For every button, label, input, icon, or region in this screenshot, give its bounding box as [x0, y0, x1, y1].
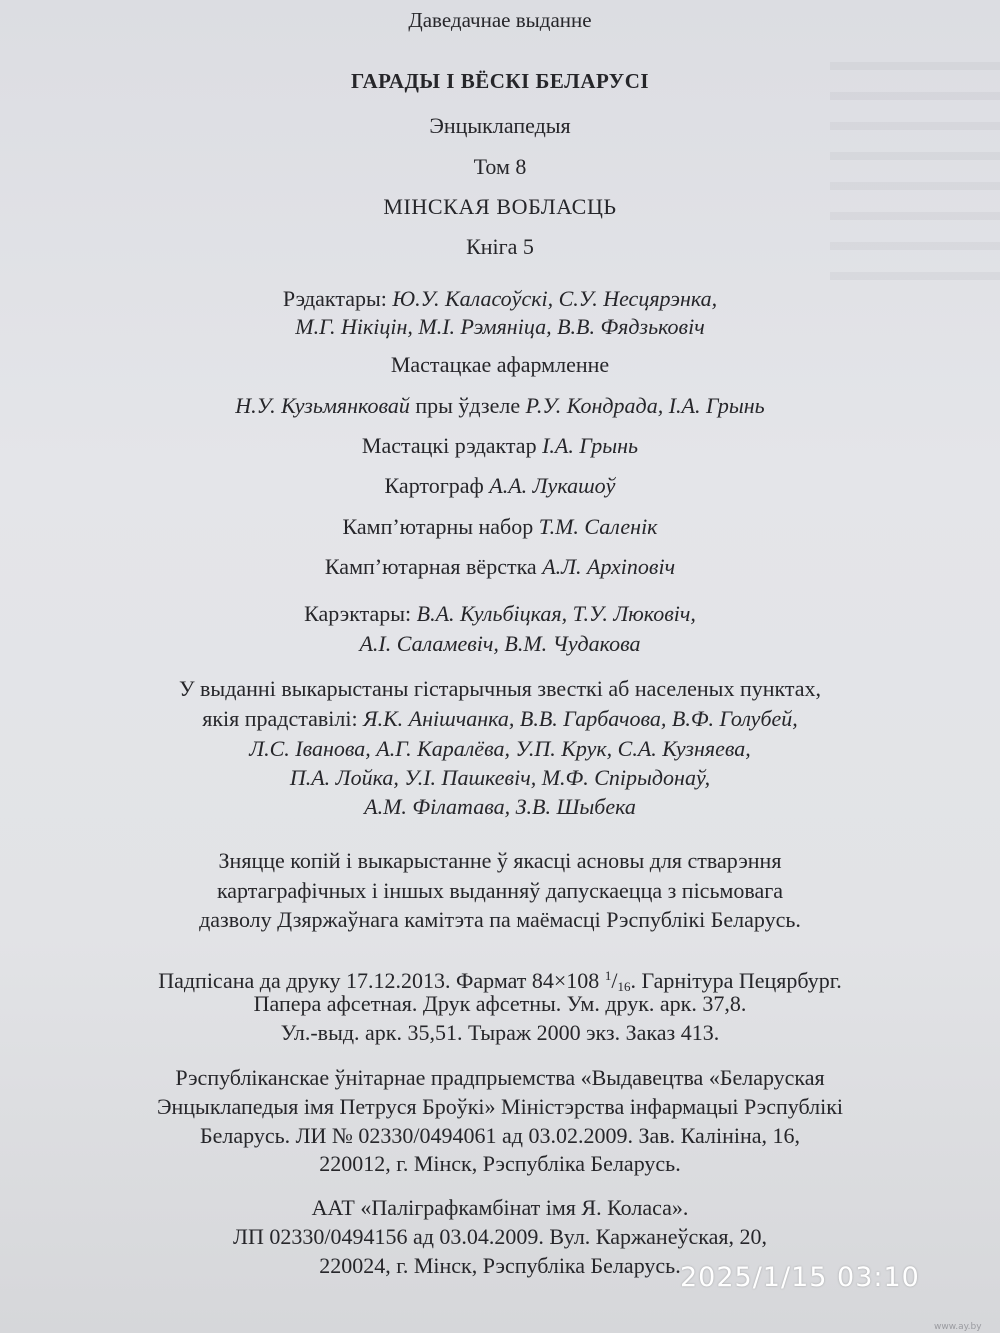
- art-editor-name: І.А. Грынь: [542, 433, 639, 458]
- editors-names-2: М.Г. Нікіцін, М.І. Рэмяніца, В.В. Фядзьковіч: [295, 314, 705, 339]
- book-title: ГАРАДЫ І ВЁСКІ БЕЛАРУСІ: [350, 69, 650, 93]
- printer-line-2: ЛП 02330/0494156 ад 03.04.2009. Вул. Каржанеўская, 20,: [233, 1224, 767, 1249]
- design-credit: [0, 392, 1000, 420]
- printer-line-3: 220024, г. Мінск, Рэспубліка Беларусь.: [319, 1253, 681, 1278]
- book-number: Кніга 5: [466, 234, 534, 259]
- publisher-line-3: Беларусь. ЛИ № 02330/0494061 ад 03.02.2009. Зав. Калініна, 16,: [199, 1123, 801, 1148]
- editors-label: Рэдактары:: [282, 286, 387, 311]
- printer-line-1: ААТ «Паліграфкамбінат імя Я. Коласа».: [311, 1195, 689, 1220]
- cartographer-credit: [0, 472, 1000, 500]
- design-with: пры ўдзеле: [415, 393, 521, 418]
- art-editor-credit: [0, 432, 1000, 460]
- cartographer-label: Картограф: [384, 473, 484, 498]
- sources-line-4: [0, 764, 1000, 792]
- sources-label: якія прадставілі:: [202, 706, 358, 731]
- publisher-line-4: 220012, г. Мінск, Рэспубліка Беларусь.: [319, 1151, 681, 1176]
- copyright-line-1: Зняцце копій і выкарыстанне ў якасці асновы для стварэння: [218, 848, 782, 873]
- sources-names-3: П.А. Лойка, У.І. Пашкевіч, М.Ф. Спірыдонаў,: [289, 765, 711, 790]
- design-assistants: Р.У. Кондрада, І.А. Грынь: [525, 393, 765, 418]
- layout-label: Камп’ютарная вёрстка: [324, 554, 537, 579]
- publisher-line-2: Энцыклапедыя імя Петруся Броўкі» Міністэрства інфармацыі Рэспублікі: [156, 1094, 843, 1119]
- sources-names-4: А.М. Філатава, З.В. Шыбека: [364, 794, 636, 819]
- photo-timestamp: 2025/1/15 03:10: [680, 1262, 920, 1293]
- watermark: www.ay.by: [934, 1322, 982, 1332]
- editors-line-1: [0, 285, 1000, 313]
- typing-label: Камп’ютарны набор: [342, 514, 534, 539]
- typing-name: Т.М. Саленік: [538, 514, 658, 539]
- imprint-signed: Падпісана да друку 17.12.2013. Фармат 84×108: [158, 968, 600, 993]
- layout-name: А.Л. Архіповіч: [542, 554, 676, 579]
- publisher-line-1: Рэспубліканскае ўнітарнае прадпрыемства «Выдавецтва «Беларуская: [175, 1065, 825, 1090]
- region-title: МІНСКАЯ ВОБЛАСЦЬ: [383, 194, 617, 219]
- copyright-line-2: картаграфічных і іншых выданняў дапускаецца з пісьмовага: [216, 878, 784, 903]
- sources-line-5: [0, 793, 1000, 821]
- sources-line-2: [0, 705, 1000, 733]
- design-label: Мастацкае афармленне: [390, 352, 610, 377]
- editors-names-1: Ю.У. Каласоўскі, С.У. Несцярэнка,: [392, 286, 718, 311]
- typing-credit: [0, 513, 1000, 541]
- imprint-line-3: Ул.-выд. арк. 35,51. Тыраж 2000 экз. Заказ 413.: [280, 1020, 720, 1045]
- art-editor-label: Мастацкі рэдактар: [361, 433, 537, 458]
- volume-number: Том 8: [473, 154, 527, 179]
- proofreaders-line-2: [0, 630, 1000, 658]
- sources-names-1: Я.К. Анішчанка, В.В. Гарбачова, В.Ф. Голубей,: [363, 706, 798, 731]
- imprint-line-2: Папера афсетная. Друк афсетны. Ум. друк. арк. 37,8.: [253, 991, 747, 1016]
- copyright-line-3: дазволу Дзяржаўнага камітэта па маёмасці Рэспублікі Беларусь.: [199, 907, 801, 932]
- proofreaders-names-2: А.І. Саламевіч, В.М. Чудакова: [359, 631, 641, 656]
- sources-line-1: У выданні выкарыстаны гістарычныя звесткі аб населеных пунктах,: [178, 676, 822, 701]
- cartographer-name: А.А. Лукашоў: [489, 473, 616, 498]
- proofreaders-names-1: В.А. Кульбіцкая, Т.У. Люковіч,: [416, 601, 696, 626]
- imprint-typeface: . Гарнітура Пецярбург.: [630, 968, 842, 993]
- format-denominator: 16: [617, 979, 631, 994]
- editors-line-2: [0, 313, 1000, 341]
- sources-line-3: [0, 735, 1000, 763]
- designer-name: Н.У. Кузьмянковай: [235, 393, 410, 418]
- proofreaders-label: Карэктары:: [304, 601, 412, 626]
- format-numerator: 1: [604, 968, 612, 983]
- layout-credit: [0, 553, 1000, 581]
- edition-type: Даведачнае выданне: [408, 8, 592, 32]
- sources-names-2: Л.С. Іванова, А.Г. Каралёва, У.П. Крук, С.А. Кузняева,: [249, 736, 751, 761]
- proofreaders-line-1: [0, 600, 1000, 628]
- book-subtitle: Энцыклапедыя: [429, 113, 571, 138]
- imprint-line-1: Падпісана да друку 17.12.2013. Фармат 84×108 $^1/_{16}$. Гарнітура Пецярбург.: [158, 968, 842, 994]
